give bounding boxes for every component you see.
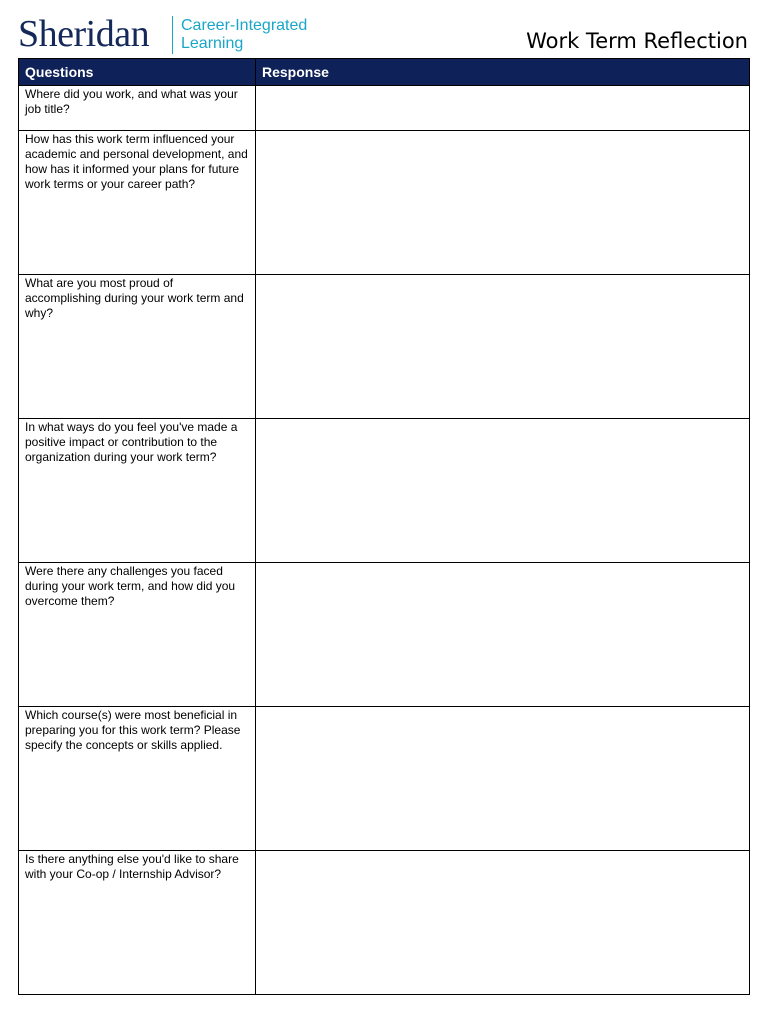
table-row [19,86,750,131]
table-row [19,131,750,275]
question-cell: What are you most proud of accomplishing during your work term and why? [19,275,256,419]
response-cell[interactable] [256,275,750,419]
logo-subtitle [181,17,307,53]
question-cell: Were there any challenges you faced during your work term, and how did you overcome them? [19,563,256,707]
response-cell[interactable] [256,563,750,707]
reflection-table [18,58,750,995]
page-header [0,0,768,58]
response-cell[interactable] [256,86,750,131]
table-row [19,275,750,419]
response-cell[interactable] [256,419,750,563]
table-header-row [19,59,750,86]
response-column-header: Response [256,59,750,86]
logo-subtitle-line1: Career-Integrated [181,17,308,34]
question-cell: Which course(s) were most beneficial in preparing you for this work term? Please specify the concepts or skills applied. [19,707,256,851]
logo-divider [172,16,173,54]
question-cell: In what ways do you feel you've made a positive impact or contribution to the organization during your work term? [19,419,256,563]
response-cell[interactable] [256,131,750,275]
table-row [19,419,750,563]
table-row [19,563,750,707]
table-row [19,707,750,851]
table-row [19,851,750,995]
logo-subtitle-line2: Learning [181,35,244,52]
question-cell: Is there anything else you'd like to share with your Co-op / Internship Advisor? [19,851,256,995]
response-cell[interactable] [256,707,750,851]
questions-column-header: Questions [19,59,256,86]
question-cell: How has this work term influenced your academic and personal development, and how has it informed your plans for future work terms or your career path? [19,131,256,275]
sheridan-logo: Sheridan [18,13,150,55]
question-cell: Where did you work, and what was your job title? [19,86,256,131]
document-title: Work Term Reflection [526,29,748,53]
response-cell[interactable] [256,851,750,995]
